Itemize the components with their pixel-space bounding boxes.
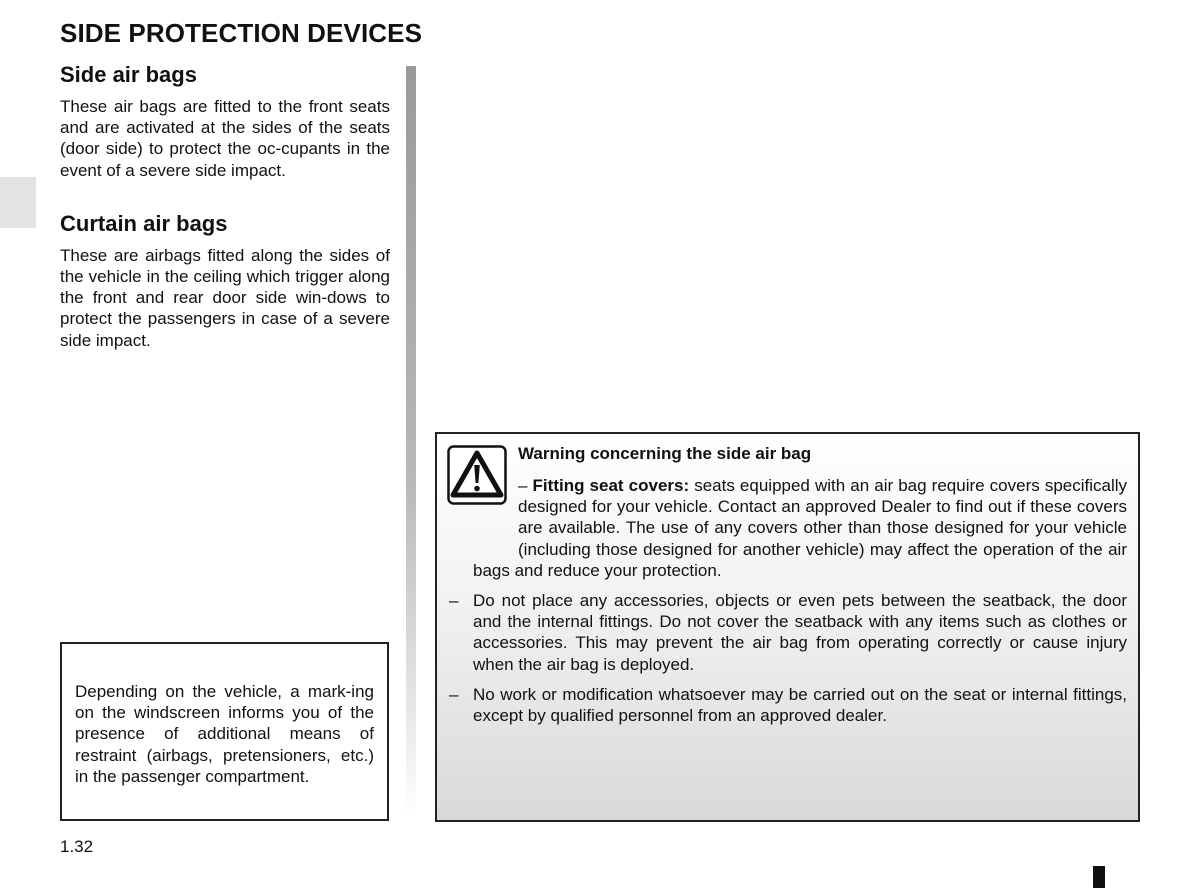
- curtain-air-bags-heading: Curtain air bags: [60, 210, 228, 236]
- windscreen-note-text: Depending on the vehicle, a mark-ing on the windscreen informs you of the presence of additional means of restraint (airbags, pretensioners, etc.) in the passenger compartment.: [75, 682, 374, 786]
- page-title: SIDE PROTECTION DEVICES: [60, 18, 423, 48]
- page-number: 1.32: [60, 837, 94, 856]
- curtain-air-bags-text: These are airbags fitted along the sides of the vehicle in the ceiling which trigger along the front and rear door side win-dows to protect the passengers in case of a severe side impact.: [60, 245, 390, 350]
- column-divider: [406, 66, 416, 816]
- side-air-bags-heading: Side air bags: [60, 62, 197, 87]
- seat-covers-text: seats equipped with an air bag require covers specifically designed for your vehicle. Contact an approved Dealer to find out if these covers are available. The use of any covers other than those designed for your vehicle (including those designed for another vehicle) may affect the operation of the air bags and reduce your protection.: [473, 476, 1128, 580]
- side-air-bags-text: These air bags are fitted to the front seats and are activated at the sides of the seats (door side) to protect the oc-cupants in the event of a severe side impact.: [60, 97, 390, 180]
- warning-item-dash: –: [449, 684, 459, 704]
- chapter-tab-marker: [0, 177, 36, 228]
- seat-covers-label: Fitting seat covers:: [532, 476, 690, 495]
- warning-item-dash: –: [518, 476, 533, 495]
- warning-item-seat-covers: [473, 475, 1127, 581]
- warning-body: [449, 475, 1128, 726]
- warning-item-accessories: [449, 590, 1127, 675]
- side-air-bag-warning-box: [435, 432, 1140, 822]
- left-column: [60, 62, 390, 351]
- page-edge-mark: [1093, 866, 1105, 888]
- modification-text: No work or modification whatsoever may be carried out on the seat or internal fittings, except by qualified personnel from an approved dealer.: [473, 684, 1127, 726]
- warning-item-modification: [449, 684, 1127, 726]
- warning-title: Warning concerning the side air bag: [518, 444, 812, 463]
- windscreen-note-box: [60, 642, 389, 821]
- warning-item-dash: –: [449, 591, 459, 611]
- accessories-text: Do not place any accessories, objects or even pets between the seatback, the door and the internal fittings. Do not cover the seatback with any items such as clothes or accessories. This may prevent the air bag from operating correctly or cause injury when the air bag is deployed.: [473, 591, 1127, 674]
